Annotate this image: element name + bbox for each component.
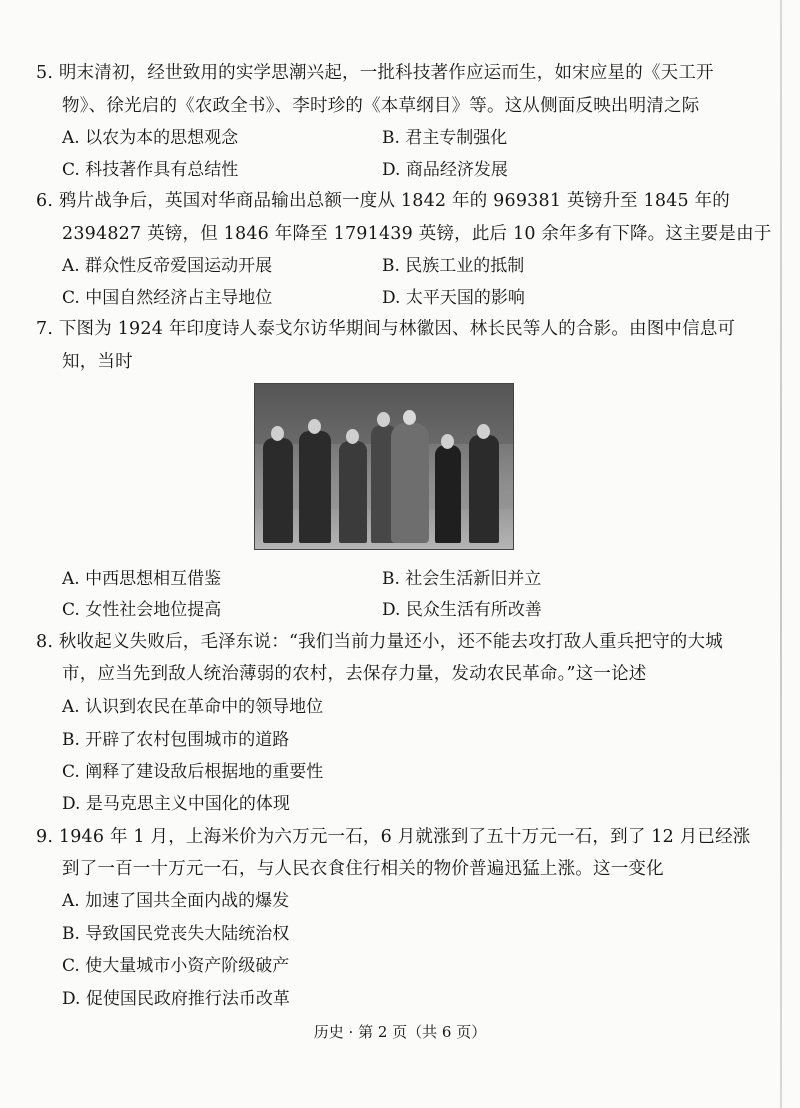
q5-stem-line-2: 物》、徐光启的《农政全书》、李时珍的《本草纲目》等。这从侧面反映出明清之际 (62, 96, 700, 116)
photo-person (469, 435, 499, 543)
q6-stem-line-1: 6. 鸦片战争后，英国对华商品输出总额一度从 1842 年的 969381 英镑升至 1845 年的 (36, 191, 731, 211)
q7-option-c[interactable]: C. 女性社会地位提高 (62, 600, 222, 620)
photo-person-head (477, 424, 490, 439)
photo-person-head (377, 412, 390, 427)
q9-stem-line-1: 9. 1946 年 1 月，上海米价为六万元一石，6 月就涨到了五十万元一石，到了 12 月已经涨 (36, 827, 751, 847)
q9-option-b[interactable]: B. 导致国民党丧失大陆统治权 (62, 924, 290, 944)
photo-person-head (271, 426, 284, 441)
page-footer: 历史 · 第 2 页（共 6 页） (313, 1023, 487, 1041)
q9-option-a[interactable]: A. 加速了国共全面内战的爆发 (62, 891, 290, 911)
photo-person (435, 445, 461, 543)
q5-option-d[interactable]: D. 商品经济发展 (382, 160, 508, 180)
q8-option-c[interactable]: C. 阐释了建设敌后根据地的重要性 (62, 762, 324, 782)
q8-option-a[interactable]: A. 认识到农民在革命中的领导地位 (62, 697, 324, 717)
q7-option-b[interactable]: B. 社会生活新旧并立 (382, 569, 542, 589)
q5-stem-line-1: 5. 明末清初，经世致用的实学思潮兴起，一批科技著作应运而生，如宋应星的《天工开 (36, 63, 714, 83)
q6-option-b[interactable]: B. 民族工业的抵制 (382, 256, 525, 276)
q7-option-d[interactable]: D. 民众生活有所改善 (382, 600, 542, 620)
photo-person-head (403, 410, 416, 425)
photo-person-robed (391, 423, 429, 543)
photo-person (339, 441, 367, 543)
q8-stem-line-2: 市，应当先到敌人统治薄弱的农村，去保存力量，发动农民革命。”这一论述 (62, 664, 647, 684)
q8-option-b[interactable]: B. 开辟了农村包围城市的道路 (62, 730, 290, 750)
q8-stem-line-1: 8. 秋收起义失败后，毛泽东说：“我们当前力量还小，还不能去攻打敌人重兵把守的大城 (36, 632, 723, 652)
photo-person-head (441, 434, 454, 449)
q9-option-d[interactable]: D. 促使国民政府推行法币改革 (62, 989, 290, 1009)
q5-option-c[interactable]: C. 科技著作具有总结性 (62, 160, 239, 180)
q7-option-a[interactable]: A. 中西思想相互借鉴 (62, 569, 222, 589)
q6-stem-line-2: 2394827 英镑，但 1846 年降至 1791439 英镑，此后 10 余年多有下降。这主要是由于 (62, 224, 772, 244)
q6-option-d[interactable]: D. 太平天国的影响 (382, 288, 525, 308)
photo-person (263, 438, 293, 543)
q8-option-d[interactable]: D. 是马克思主义中国化的体现 (62, 794, 290, 814)
q6-option-a[interactable]: A. 群众性反帝爱国运动开展 (62, 256, 273, 276)
q7-stem-line-2: 知，当时 (62, 352, 133, 372)
photo-person-head (346, 429, 359, 444)
photo-person-head (308, 419, 321, 434)
q9-stem-line-2: 到了一百一十万元一石，与人民衣食住行相关的物价普遍迅猛上涨。这一变化 (62, 859, 664, 879)
q5-option-b[interactable]: B. 君主专制强化 (382, 128, 508, 148)
q5-option-a[interactable]: A. 以农为本的思想观念 (62, 128, 239, 148)
q9-option-c[interactable]: C. 使大量城市小资产阶级破产 (62, 956, 290, 976)
page-edge (780, 0, 782, 1108)
q6-option-c[interactable]: C. 中国自然经济占主导地位 (62, 288, 273, 308)
q7-stem-line-1: 7. 下图为 1924 年印度诗人泰戈尔访华期间与林徽因、林长民等人的合影。由图中信息可 (36, 319, 736, 339)
photo-person (299, 431, 331, 543)
group-photo (254, 383, 514, 550)
